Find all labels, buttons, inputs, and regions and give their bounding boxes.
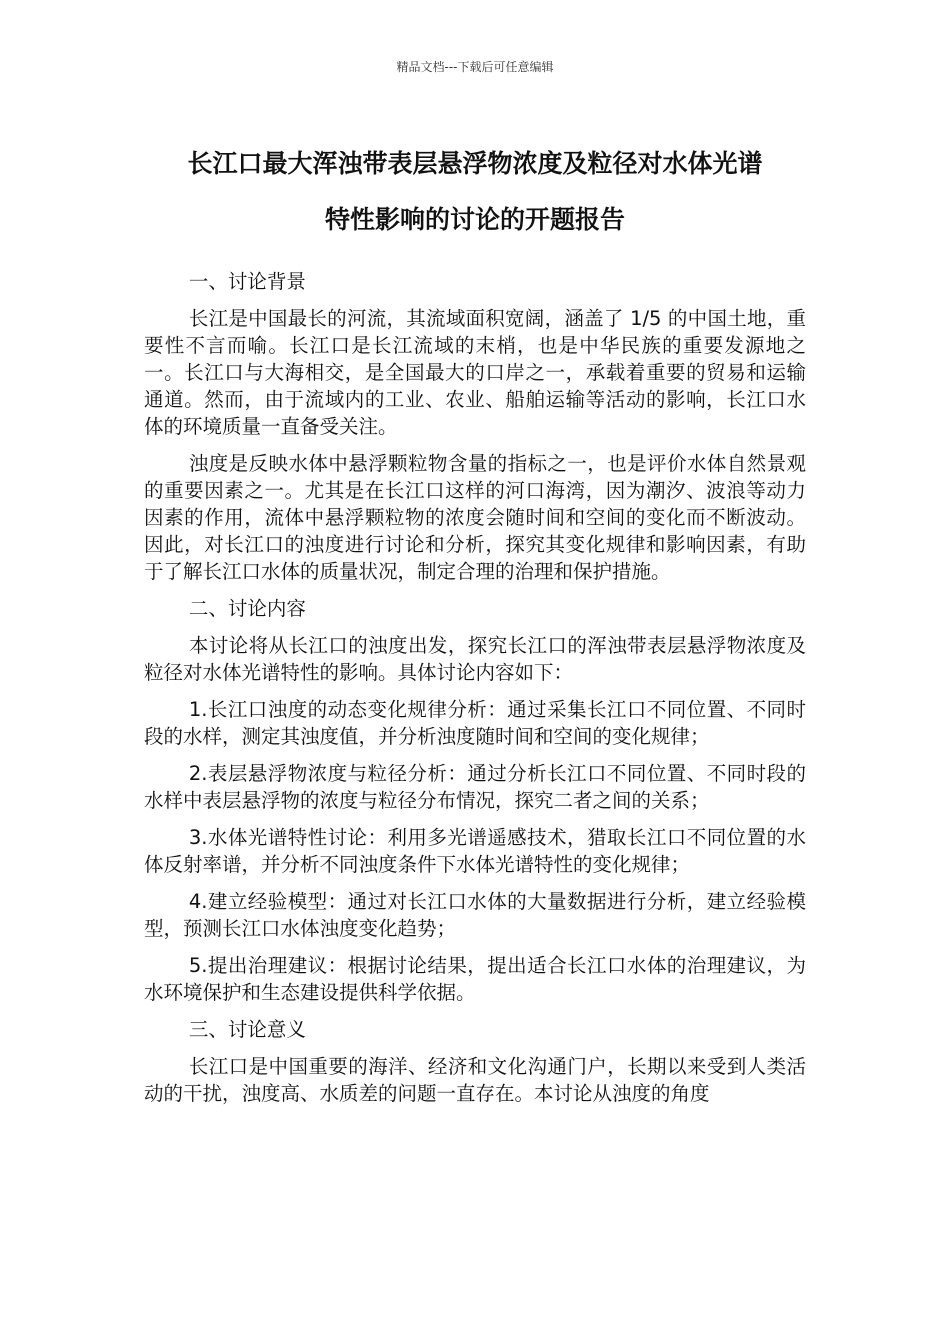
content-item-2: 2.表层悬浮物浓度与粒径分析：通过分析长江口不同位置、不同时段的水样中表层悬浮物的浓度与粒径分布情况，探究二者之间的关系； xyxy=(144,762,806,812)
significance-paragraph-1: 长江口是中国重要的海洋、经济和文化沟通门户，长期以来受到人类活动的干扰，浊度高、水质差的问题一直存在。本讨论从浊度的角度 xyxy=(144,1055,806,1105)
title-line-1: 长江口最大浑浊带表层悬浮物浓度及粒径对水体光谱 xyxy=(187,149,763,178)
content-intro-paragraph: 本讨论将从长江口的浊度出发，探究长江口的浑浊带表层悬浮物浓度及粒径对水体光谱特性的影响。具体讨论内容如下： xyxy=(144,634,806,684)
document-body xyxy=(144,268,806,1117)
section-heading-content: 二、讨论内容 xyxy=(188,597,306,620)
section-heading-significance: 三、讨论意义 xyxy=(188,1018,306,1041)
background-paragraph-2: 浊度是反映水体中悬浮颗粒物含量的指标之一，也是评价水体自然景观的重要因素之一。尤其是在长江口这样的河口海湾，因为潮汐、波浪等动力因素的作用，流体中悬浮颗粒物的浓度会随时间和空间的变化而不断波动。因此，对长江口的浊度进行讨论和分析，探究其变化规律和影响因素，有助于了解长江口水体的质量状况，制定合理的治理和保护措施。 xyxy=(144,452,806,583)
title-line-2: 特性影响的讨论的开题报告 xyxy=(324,205,625,234)
content-item-4: 4.建立经验模型：通过对长江口水体的大量数据进行分析，建立经验模型，预测长江口水体浊度变化趋势； xyxy=(144,890,806,940)
content-item-3: 3.水体光谱特性讨论：利用多光谱遥感技术，猎取长江口不同位置的水体反射率谱，并分析不同浊度条件下水体光谱特性的变化规律； xyxy=(144,826,806,876)
document-title xyxy=(120,136,830,248)
background-paragraph-1: 长江是中国最长的河流，其流域面积宽阔，涵盖了 1/5 的中国土地，重要性不言而喻。长江口是长江流域的末梢，也是中华民族的重要发源地之一。长江口与大海相交，是全国最大的口岸之一，承载着重要的贸易和运输通道。然而，由于流域内的工业、农业、船舶运输等活动的影响，长江口水体的环境质量一直备受关注。 xyxy=(144,307,806,438)
section-heading-background: 一、讨论背景 xyxy=(188,270,306,293)
content-item-5: 5.提出治理建议：根据讨论结果，提出适合长江口水体的治理建议，为水环境保护和生态建设提供科学依据。 xyxy=(144,954,806,1004)
header-note: 精品文档---下载后可任意编辑 xyxy=(396,60,554,74)
content-item-1: 1.长江口浊度的动态变化规律分析：通过采集长江口不同位置、不同时段的水样，测定其浊度值，并分析浊度随时间和空间的变化规律； xyxy=(144,698,806,748)
